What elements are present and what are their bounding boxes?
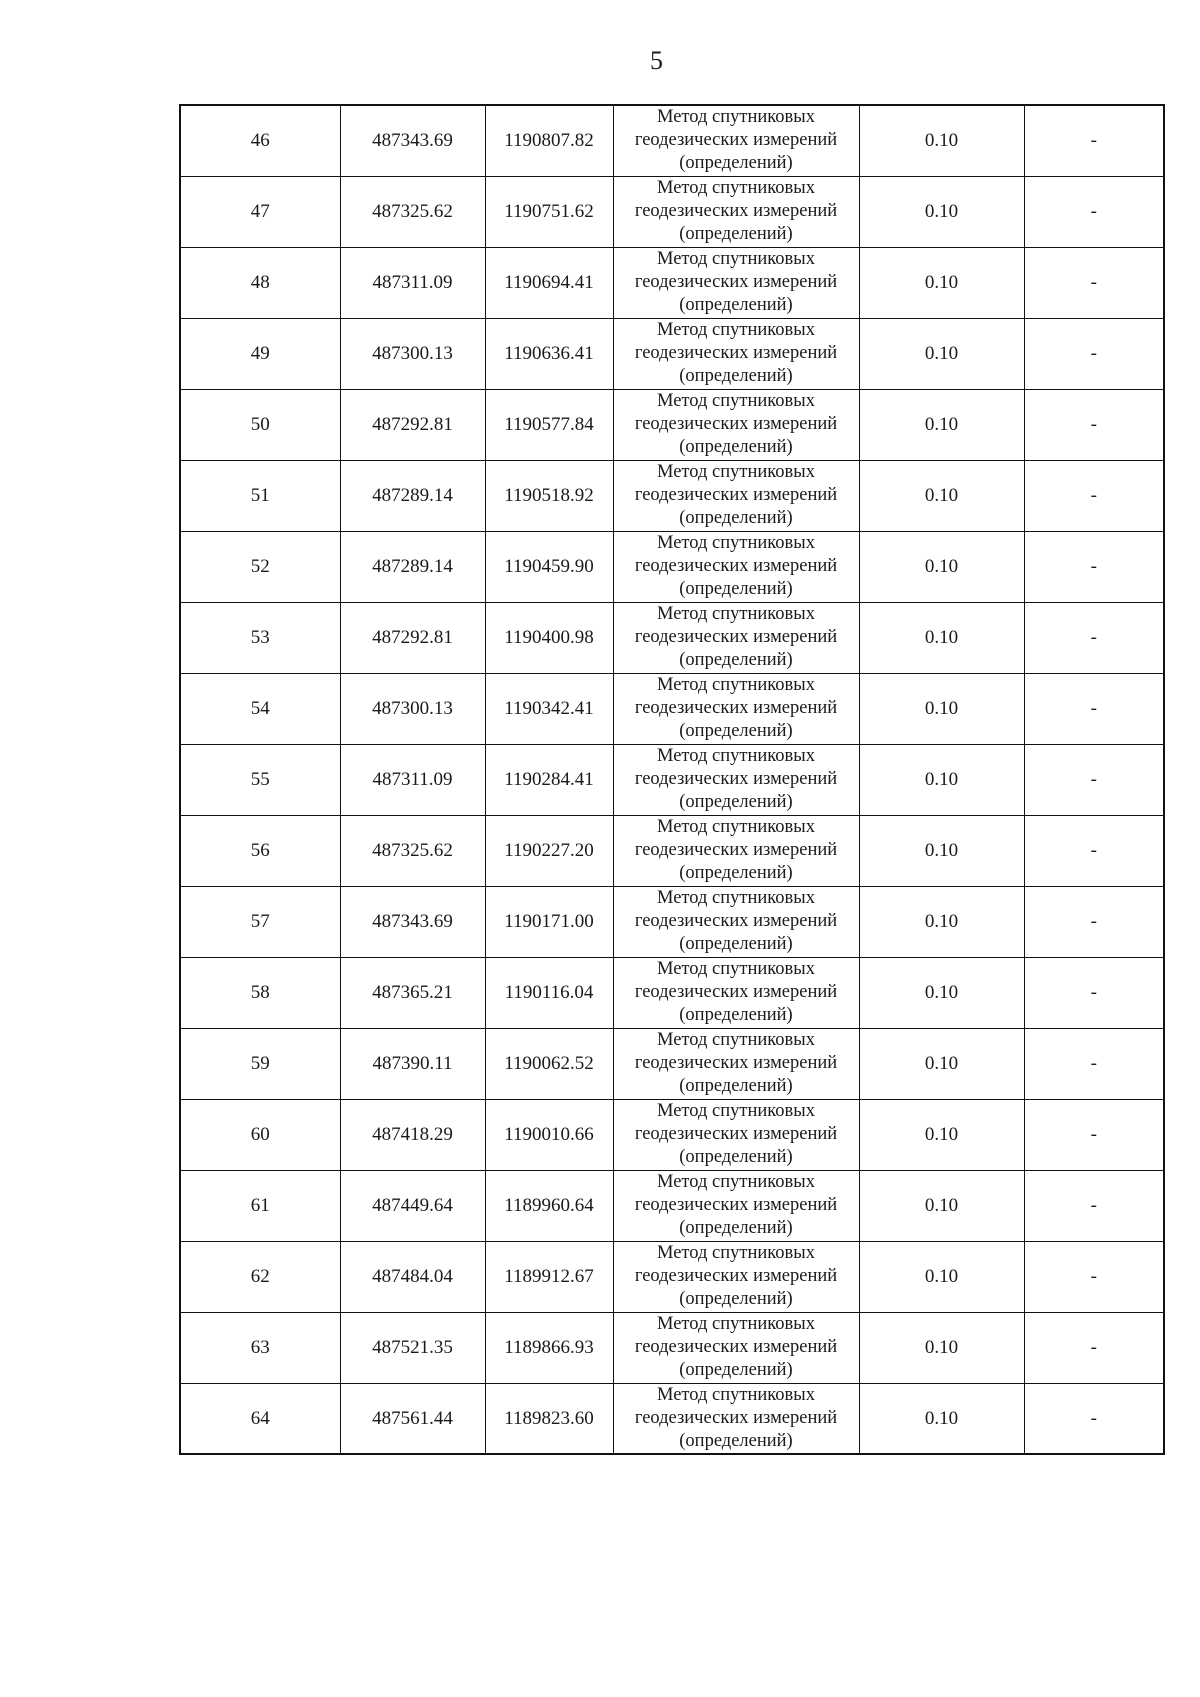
point-number-cell: 61: [180, 1170, 340, 1241]
table-row: [180, 673, 1164, 744]
accuracy-cell: 0.10: [859, 744, 1024, 815]
y-coordinate-cell: 1190342.41: [485, 673, 613, 744]
accuracy-cell: 0.10: [859, 673, 1024, 744]
method-cell: Метод спутниковых геодезических измерений (определений): [613, 815, 859, 886]
x-coordinate-cell: 487300.13: [340, 673, 485, 744]
method-cell: Метод спутниковых геодезических измерений (определений): [613, 460, 859, 531]
accuracy-cell: 0.10: [859, 531, 1024, 602]
table-row: [180, 531, 1164, 602]
x-coordinate-cell: 487325.62: [340, 815, 485, 886]
table-row: [180, 460, 1164, 531]
y-coordinate-cell: 1190694.41: [485, 247, 613, 318]
point-number-cell: 51: [180, 460, 340, 531]
table-row: [180, 815, 1164, 886]
y-coordinate-cell: 1190284.41: [485, 744, 613, 815]
x-coordinate-cell: 487292.81: [340, 602, 485, 673]
x-coordinate-cell: 487484.04: [340, 1241, 485, 1312]
table-row: [180, 318, 1164, 389]
description-cell: -: [1024, 1170, 1164, 1241]
description-cell: -: [1024, 176, 1164, 247]
point-number-cell: 56: [180, 815, 340, 886]
y-coordinate-cell: 1190577.84: [485, 389, 613, 460]
description-cell: -: [1024, 1383, 1164, 1454]
x-coordinate-cell: 487289.14: [340, 531, 485, 602]
description-cell: -: [1024, 531, 1164, 602]
description-cell: -: [1024, 673, 1164, 744]
method-cell: Метод спутниковых геодезических измерений (определений): [613, 318, 859, 389]
accuracy-cell: 0.10: [859, 1383, 1024, 1454]
y-coordinate-cell: 1190010.66: [485, 1099, 613, 1170]
description-cell: -: [1024, 815, 1164, 886]
x-coordinate-cell: 487390.11: [340, 1028, 485, 1099]
point-number-cell: 53: [180, 602, 340, 673]
y-coordinate-cell: 1189866.93: [485, 1312, 613, 1383]
accuracy-cell: 0.10: [859, 1028, 1024, 1099]
description-cell: -: [1024, 105, 1164, 176]
accuracy-cell: 0.10: [859, 815, 1024, 886]
y-coordinate-cell: 1189912.67: [485, 1241, 613, 1312]
y-coordinate-cell: 1190636.41: [485, 318, 613, 389]
method-cell: Метод спутниковых геодезических измерений (определений): [613, 1383, 859, 1454]
description-cell: -: [1024, 1028, 1164, 1099]
method-cell: Метод спутниковых геодезических измерений (определений): [613, 886, 859, 957]
description-cell: -: [1024, 318, 1164, 389]
description-cell: -: [1024, 602, 1164, 673]
method-cell: Метод спутниковых геодезических измерений (определений): [613, 1028, 859, 1099]
x-coordinate-cell: 487343.69: [340, 886, 485, 957]
table-row: [180, 602, 1164, 673]
point-number-cell: 47: [180, 176, 340, 247]
method-cell: Метод спутниковых геодезических измерений (определений): [613, 531, 859, 602]
accuracy-cell: 0.10: [859, 886, 1024, 957]
accuracy-cell: 0.10: [859, 460, 1024, 531]
description-cell: -: [1024, 460, 1164, 531]
accuracy-cell: 0.10: [859, 1241, 1024, 1312]
method-cell: Метод спутниковых геодезических измерений (определений): [613, 1170, 859, 1241]
point-number-cell: 50: [180, 389, 340, 460]
method-cell: Метод спутниковых геодезических измерений (определений): [613, 744, 859, 815]
point-number-cell: 49: [180, 318, 340, 389]
table-row: [180, 1170, 1164, 1241]
y-coordinate-cell: 1190116.04: [485, 957, 613, 1028]
point-number-cell: 54: [180, 673, 340, 744]
method-cell: Метод спутниковых геодезических измерений (определений): [613, 1312, 859, 1383]
description-cell: -: [1024, 1099, 1164, 1170]
method-cell: Метод спутниковых геодезических измерений (определений): [613, 105, 859, 176]
point-number-cell: 46: [180, 105, 340, 176]
x-coordinate-cell: 487418.29: [340, 1099, 485, 1170]
accuracy-cell: 0.10: [859, 247, 1024, 318]
table-row: [180, 176, 1164, 247]
y-coordinate-cell: 1189960.64: [485, 1170, 613, 1241]
y-coordinate-cell: 1190171.00: [485, 886, 613, 957]
table-row: [180, 957, 1164, 1028]
method-cell: Метод спутниковых геодезических измерений (определений): [613, 176, 859, 247]
y-coordinate-cell: 1189823.60: [485, 1383, 613, 1454]
x-coordinate-cell: 487449.64: [340, 1170, 485, 1241]
y-coordinate-cell: 1190227.20: [485, 815, 613, 886]
description-cell: -: [1024, 957, 1164, 1028]
point-number-cell: 48: [180, 247, 340, 318]
x-coordinate-cell: 487325.62: [340, 176, 485, 247]
method-cell: Метод спутниковых геодезических измерений (определений): [613, 247, 859, 318]
x-coordinate-cell: 487521.35: [340, 1312, 485, 1383]
y-coordinate-cell: 1190400.98: [485, 602, 613, 673]
accuracy-cell: 0.10: [859, 957, 1024, 1028]
y-coordinate-cell: 1190751.62: [485, 176, 613, 247]
coordinates-table: [179, 104, 1165, 1455]
table-row: [180, 886, 1164, 957]
table-row: [180, 1099, 1164, 1170]
y-coordinate-cell: 1190062.52: [485, 1028, 613, 1099]
table-row: [180, 105, 1164, 176]
method-cell: Метод спутниковых геодезических измерений (определений): [613, 602, 859, 673]
point-number-cell: 63: [180, 1312, 340, 1383]
accuracy-cell: 0.10: [859, 105, 1024, 176]
description-cell: -: [1024, 247, 1164, 318]
description-cell: -: [1024, 886, 1164, 957]
method-cell: Метод спутниковых геодезических измерений (определений): [613, 1241, 859, 1312]
accuracy-cell: 0.10: [859, 1099, 1024, 1170]
accuracy-cell: 0.10: [859, 1170, 1024, 1241]
point-number-cell: 62: [180, 1241, 340, 1312]
point-number-cell: 57: [180, 886, 340, 957]
table-row: [180, 1312, 1164, 1383]
point-number-cell: 60: [180, 1099, 340, 1170]
point-number-cell: 59: [180, 1028, 340, 1099]
accuracy-cell: 0.10: [859, 602, 1024, 673]
point-number-cell: 64: [180, 1383, 340, 1454]
point-number-cell: 52: [180, 531, 340, 602]
accuracy-cell: 0.10: [859, 389, 1024, 460]
point-number-cell: 58: [180, 957, 340, 1028]
y-coordinate-cell: 1190518.92: [485, 460, 613, 531]
x-coordinate-cell: 487365.21: [340, 957, 485, 1028]
description-cell: -: [1024, 1241, 1164, 1312]
accuracy-cell: 0.10: [859, 318, 1024, 389]
x-coordinate-cell: 487343.69: [340, 105, 485, 176]
method-cell: Метод спутниковых геодезических измерений (определений): [613, 673, 859, 744]
table-row: [180, 1028, 1164, 1099]
description-cell: -: [1024, 1312, 1164, 1383]
table-row: [180, 389, 1164, 460]
point-number-cell: 55: [180, 744, 340, 815]
accuracy-cell: 0.10: [859, 176, 1024, 247]
table-row: [180, 247, 1164, 318]
method-cell: Метод спутниковых геодезических измерений (определений): [613, 1099, 859, 1170]
x-coordinate-cell: 487311.09: [340, 247, 485, 318]
description-cell: -: [1024, 744, 1164, 815]
page-number: 5: [650, 46, 663, 75]
method-cell: Метод спутниковых геодезических измерений (определений): [613, 389, 859, 460]
accuracy-cell: 0.10: [859, 1312, 1024, 1383]
method-cell: Метод спутниковых геодезических измерений (определений): [613, 957, 859, 1028]
description-cell: -: [1024, 389, 1164, 460]
x-coordinate-cell: 487561.44: [340, 1383, 485, 1454]
x-coordinate-cell: 487300.13: [340, 318, 485, 389]
table-row: [180, 744, 1164, 815]
y-coordinate-cell: 1190459.90: [485, 531, 613, 602]
table-row: [180, 1383, 1164, 1454]
x-coordinate-cell: 487289.14: [340, 460, 485, 531]
y-coordinate-cell: 1190807.82: [485, 105, 613, 176]
x-coordinate-cell: 487311.09: [340, 744, 485, 815]
coordinates-table-body: [180, 105, 1164, 1454]
x-coordinate-cell: 487292.81: [340, 389, 485, 460]
table-row: [180, 1241, 1164, 1312]
